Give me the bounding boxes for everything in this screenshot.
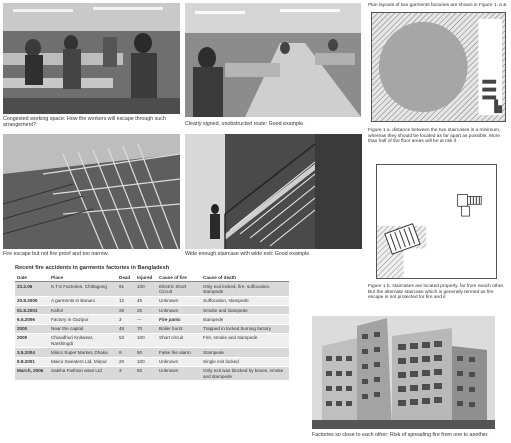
cell-cause-fire: Unknown	[157, 297, 201, 306]
table-row	[15, 315, 289, 324]
cell-place: A garments in Banani	[49, 297, 117, 306]
caption-congested: Congested working space: How the workers will escape through such arrangement?	[3, 116, 166, 129]
cell-dead: 3	[117, 366, 135, 381]
photo-fire-escape-narrow	[3, 134, 180, 249]
cell-date: 20.8.2000	[15, 297, 49, 306]
photo-signed-route	[185, 3, 361, 117]
table-header-row	[15, 274, 289, 282]
figure-1a-caption: Figure 1 a. distance between the two staircases is a minimum, whereas they should be located as far apart as possible. More than half of the floor areas will be at risk if	[368, 128, 501, 145]
cell-dead: 53	[117, 333, 135, 348]
cell-cause-death: Trapped in locked burning factory	[201, 324, 289, 333]
table-row	[15, 357, 289, 366]
cell-place: Chowdhuri Knitwear, Narshingdi	[49, 333, 117, 348]
caption-fire-escape: Fire escape but not fire proof and too narrow.	[3, 251, 109, 257]
cell-date: 6.5.2006	[15, 315, 49, 324]
cell-cause-death: Suffocation, stampede	[201, 297, 289, 306]
figure-1a-plan	[371, 12, 506, 122]
cell-injured: 100	[135, 357, 157, 366]
cell-cause-death: Single exit locked	[201, 357, 289, 366]
header-date: Date	[15, 274, 49, 282]
cell-cause-death: Smoke and stampede	[201, 306, 289, 315]
cell-date: 2000	[15, 333, 49, 348]
cell-dead: 91	[117, 282, 135, 297]
cell-date: 3.5.2004	[15, 348, 49, 357]
header-dead: Dead	[117, 274, 135, 282]
cell-injured: 25	[135, 306, 157, 315]
cell-cause-fire: Fire panic	[157, 315, 201, 324]
header-cause-fire: Cause of fire	[157, 274, 201, 282]
cell-cause-fire: Unknown	[157, 357, 201, 366]
header-cause-death: Cause of death	[201, 274, 289, 282]
caption-wide-staircase: Wide enough staircase with wide exit: Good example.	[185, 251, 311, 257]
caption-factories-close: Factories so close to each other: Risk of spreading fire from one to another.	[312, 432, 489, 438]
cell-cause-death: Fire, smoke and stampede	[201, 333, 289, 348]
cell-injured: 45	[135, 297, 157, 306]
figure-1b-plan	[376, 164, 497, 279]
header-injured: Injured	[135, 274, 157, 282]
table-row	[15, 282, 289, 297]
cell-cause-death: Only exit locked, fire, suffocation, stampede	[201, 282, 289, 297]
cell-date: 2000	[15, 324, 49, 333]
cell-dead: 12	[117, 297, 135, 306]
cell-cause-death: stampede	[201, 315, 289, 324]
cell-injured: ---	[135, 315, 157, 324]
photo-wide-staircase	[185, 134, 362, 249]
table-row	[15, 348, 289, 357]
cell-cause-fire: Short circuit	[157, 333, 201, 348]
cell-injured: 50	[135, 366, 157, 381]
table-title: Recent fire accidents in garments factories in Bangladesh	[15, 265, 170, 271]
cell-cause-fire: False fire alarm	[157, 348, 201, 357]
cell-date: March, 2006	[15, 366, 49, 381]
cell-dead: 48	[117, 324, 135, 333]
photo-factories-close	[312, 316, 495, 429]
cell-dead: 3	[117, 315, 135, 324]
cell-date: 23.2.06	[15, 282, 49, 297]
cell-injured: 100	[135, 333, 157, 348]
cell-injured: 100	[135, 282, 157, 297]
cell-place: Kafrul	[49, 306, 117, 315]
table-row	[15, 324, 289, 333]
cell-place: Maico Sweaters Ltd, Mirpur	[49, 357, 117, 366]
cell-dead: 9	[117, 348, 135, 357]
fire-accidents-table	[15, 274, 289, 381]
caption-signed-route: Clearly signed, unobstructed route: Good example.	[185, 121, 305, 127]
table-row	[15, 306, 289, 315]
figures-intro: Plan layouts of two garments factories are shown in Figure 1. a &	[368, 3, 507, 8]
cell-cause-fire: Boiler burst	[157, 324, 201, 333]
cell-cause-fire: Electric Short Circuit	[157, 282, 201, 297]
table-row	[15, 366, 289, 381]
cell-cause-death: Only exit was blocked by boxes, smoke and stampede	[201, 366, 289, 381]
table-row	[15, 333, 289, 348]
cell-cause-fire: Unknown	[157, 306, 201, 315]
cell-place: K.T.S Factories, Chittagong	[49, 282, 117, 297]
figure-1b-caption: Figure 1 b. staircases are located properly, far from neach other. But the alternate staircase which is generally termed as fire escape is not protected for fire and it	[368, 284, 505, 301]
cell-date: 01.8.2001	[15, 306, 49, 315]
cell-injured: 70	[135, 324, 157, 333]
cell-date: 9.8.2001	[15, 357, 49, 366]
table-row	[15, 297, 289, 306]
cell-cause-death: Stampede	[201, 348, 289, 357]
cell-dead: 26	[117, 306, 135, 315]
cell-place: Misco Super Market, Dhaka	[49, 348, 117, 357]
cell-place: Factory in Gazipur	[49, 315, 117, 324]
cell-dead: 20	[117, 357, 135, 366]
photo-congested-workspace	[3, 3, 180, 114]
cell-place: Saleha Fashion wear Ltd	[49, 366, 117, 381]
cell-place: Near the capital	[49, 324, 117, 333]
cell-cause-fire: Unknown	[157, 366, 201, 381]
header-place: Place	[49, 274, 117, 282]
cell-injured: 50	[135, 348, 157, 357]
